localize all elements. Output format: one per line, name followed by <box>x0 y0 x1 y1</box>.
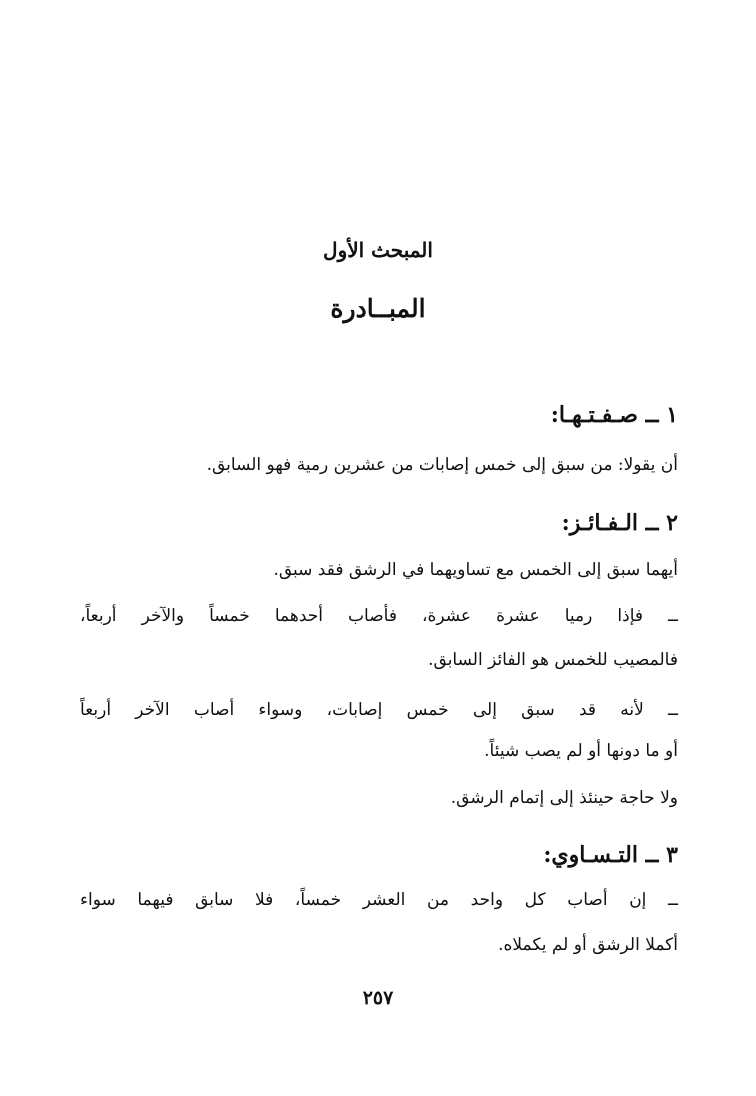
heading-tie: ٣ ــ التـسـاوي: <box>543 842 678 868</box>
heading-winner: ٢ ــ الـفـائـز: <box>561 510 678 536</box>
heading-description: ١ ــ صـفـتـهـا: <box>550 402 678 428</box>
paragraph-tie-line1: ــ إن أصاب كل واحد من العشر خمساً، فلا سابق فيهما سواء <box>80 890 678 910</box>
paragraph-description: أن يقولا: من سبق إلى خمس إصابات من عشرين رمية فهو السابق. <box>206 455 678 475</box>
section-title: المبحث الأول <box>323 238 433 262</box>
paragraph-winner: أيهما سبق إلى الخمس مع تساويهما في الرشق فقد سبق. <box>273 560 678 580</box>
paragraph-example-line2: فالمصيب للخمس هو الفائز السابق. <box>428 650 678 670</box>
chapter-title: المبــادرة <box>330 294 426 323</box>
paragraph-tie-line2: أكملا الرشق أو لم يكملاه. <box>498 935 678 955</box>
paragraph-no-need: ولا حاجة حينئذ إلى إتمام الرشق. <box>450 788 678 808</box>
paragraph-reason-line2: أو ما دونها أو لم يصب شيئاً. <box>484 741 678 761</box>
paragraph-reason-line1: ــ لأنه قد سبق إلى خمس إصابات، وسواء أصاب الآخر أربعاً <box>80 700 678 720</box>
page-number: ٢٥٧ <box>362 987 394 1009</box>
paragraph-example-line1: ــ فإذا رميا عشرة عشرة، فأصاب أحدهما خمساً والآخر أربعاً، <box>80 606 678 626</box>
